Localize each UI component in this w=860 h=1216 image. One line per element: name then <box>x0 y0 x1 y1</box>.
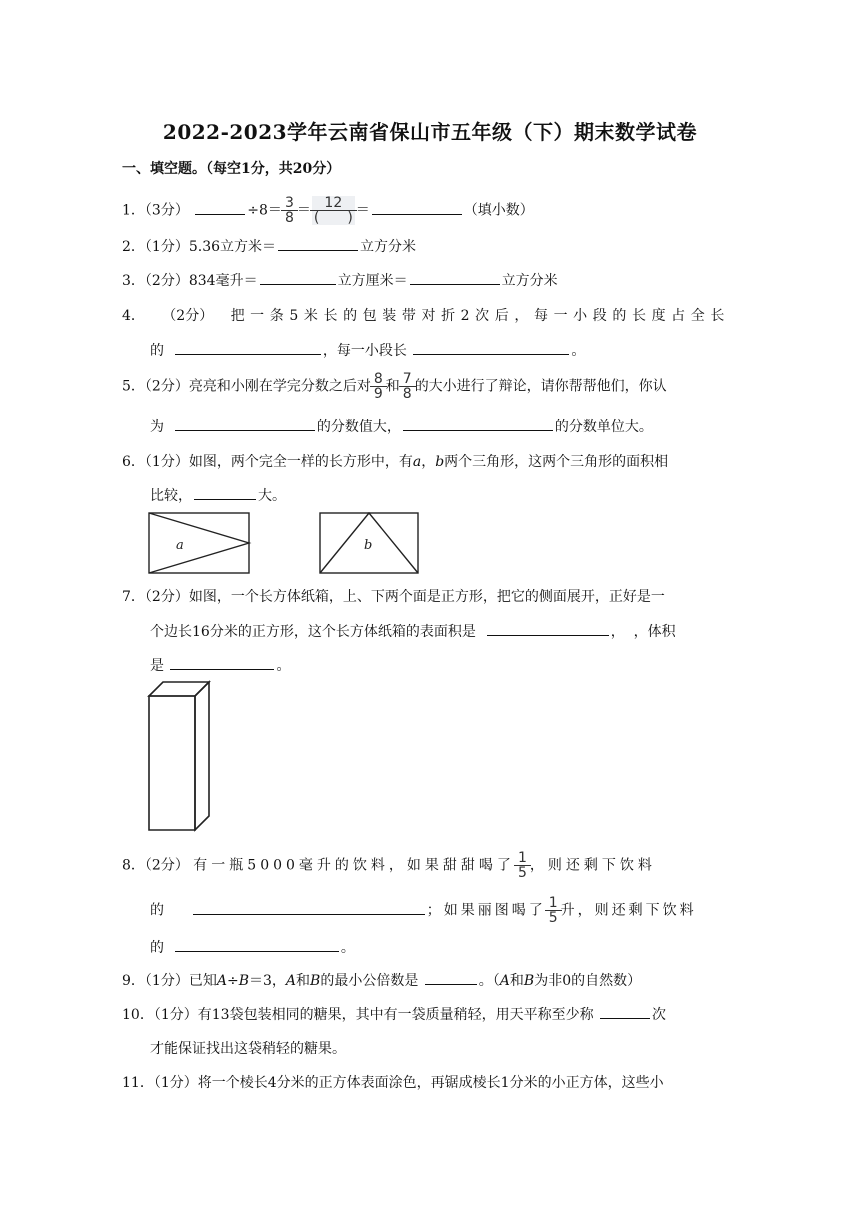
answer-blank[interactable] <box>425 970 477 985</box>
answer-blank[interactable] <box>175 340 321 355</box>
question-7-line-3: 是 。 <box>150 655 290 675</box>
question-2: 2．（1分）5.36立方米＝ 立方分米 <box>122 236 416 256</box>
question-11: 11．（1分）将一个棱长4分米的正方体表面涂色，再锯成棱长1分米的小正方体，这些小 <box>122 1075 664 1091</box>
answer-blank[interactable] <box>170 655 274 670</box>
answer-blank[interactable] <box>278 236 358 251</box>
answer-blank[interactable] <box>372 200 462 215</box>
answer-blank[interactable] <box>403 416 553 431</box>
fraction: $\frac{3}{8}$ <box>283 196 296 225</box>
question-5: 5．（2分）亮亮和小刚在学完分数之后对 $\frac{8}{9}$ 和 $\frac{7}{8}$ 的大小进行了辩论，请你帮帮他们，你认 <box>122 371 667 402</box>
question-8-line-2: 的 ；如果丽图喝了 $\frac{1}{5}$ 升，则还剩下饮料 <box>150 895 697 926</box>
question-10: 10．（1分）有13袋包装相同的糖果，其中有一袋质量稍轻，用天平称至少称 次 <box>122 1004 666 1024</box>
cuboid-box-figure <box>145 678 215 834</box>
rectangle-figure-b <box>317 510 423 576</box>
answer-blank[interactable] <box>194 485 256 500</box>
page-title: 2022-2023学年云南省保山市五年级（下）期末数学试卷 <box>162 120 698 144</box>
question-10-line-2: 才能保证找出这袋稍轻的糖果。 <box>150 1041 346 1057</box>
answer-blank[interactable] <box>487 621 609 636</box>
svg-text:a: a <box>176 538 184 553</box>
question-3: 3．（2分）834毫升＝ 立方厘米＝ 立方分米 <box>122 270 558 290</box>
question-5-line-2: 为 的分数值大， 的分数单位大。 <box>150 416 653 436</box>
fraction: $\frac{1}{5}$ <box>516 851 529 880</box>
question-6: 6．（1分）如图，两个完全一样的长方形中，有a，b两个三角形，这两个三角形的面积相 <box>122 454 669 470</box>
question-7-line-2: 个边长16分米的正方形，这个长方体纸箱的表面积是 ， ，体积 <box>150 621 676 641</box>
answer-blank[interactable] <box>260 270 336 285</box>
answer-blank[interactable] <box>600 1004 650 1019</box>
answer-blank[interactable] <box>410 270 500 285</box>
answer-blank[interactable] <box>195 200 245 215</box>
question-6-line-2: 比较， 大。 <box>150 485 286 505</box>
section-heading: 一、填空题。（每空1分，共20分） <box>122 161 341 177</box>
question-8: 8．（2分） 有一瓶5000毫升的饮料，如果甜甜喝了 $\frac{1}{5}$ ，则还剩下饮料 <box>122 850 656 881</box>
fraction: $\frac{7}{8}$ <box>401 372 414 401</box>
fraction: $\frac{1}{5}$ <box>547 896 560 925</box>
fraction: $\frac{12}{( )}$ <box>312 196 355 225</box>
question-1: 1．（3分） ÷8＝ $\frac{3}{8}$ ＝ $\frac{12}{( )}$ ＝ （填小数） <box>122 195 534 226</box>
question-9: 9．（1分）已知A÷B＝3，A和B的最小公倍数是 。（A和B为非0的自然数） <box>122 970 641 990</box>
question-8-line-3: 的 。 <box>150 937 355 957</box>
answer-blank[interactable] <box>175 416 315 431</box>
svg-text:b: b <box>364 538 373 553</box>
question-4-line-2: 的 ，每一小段长 。 <box>150 340 585 360</box>
question-4: 4． （2分） 把一条5米长的包装带对折2次后，每一小段的长度占全长 <box>122 308 730 324</box>
answer-blank[interactable] <box>193 900 425 915</box>
fraction: $\frac{8}{9}$ <box>372 372 385 401</box>
answer-blank[interactable] <box>413 340 569 355</box>
answer-blank[interactable] <box>175 937 339 952</box>
question-7: 7．（2分）如图，一个长方体纸箱，上、下两个面是正方形，把它的侧面展开，正好是一 <box>122 589 665 605</box>
rectangle-figure-a <box>146 510 256 576</box>
